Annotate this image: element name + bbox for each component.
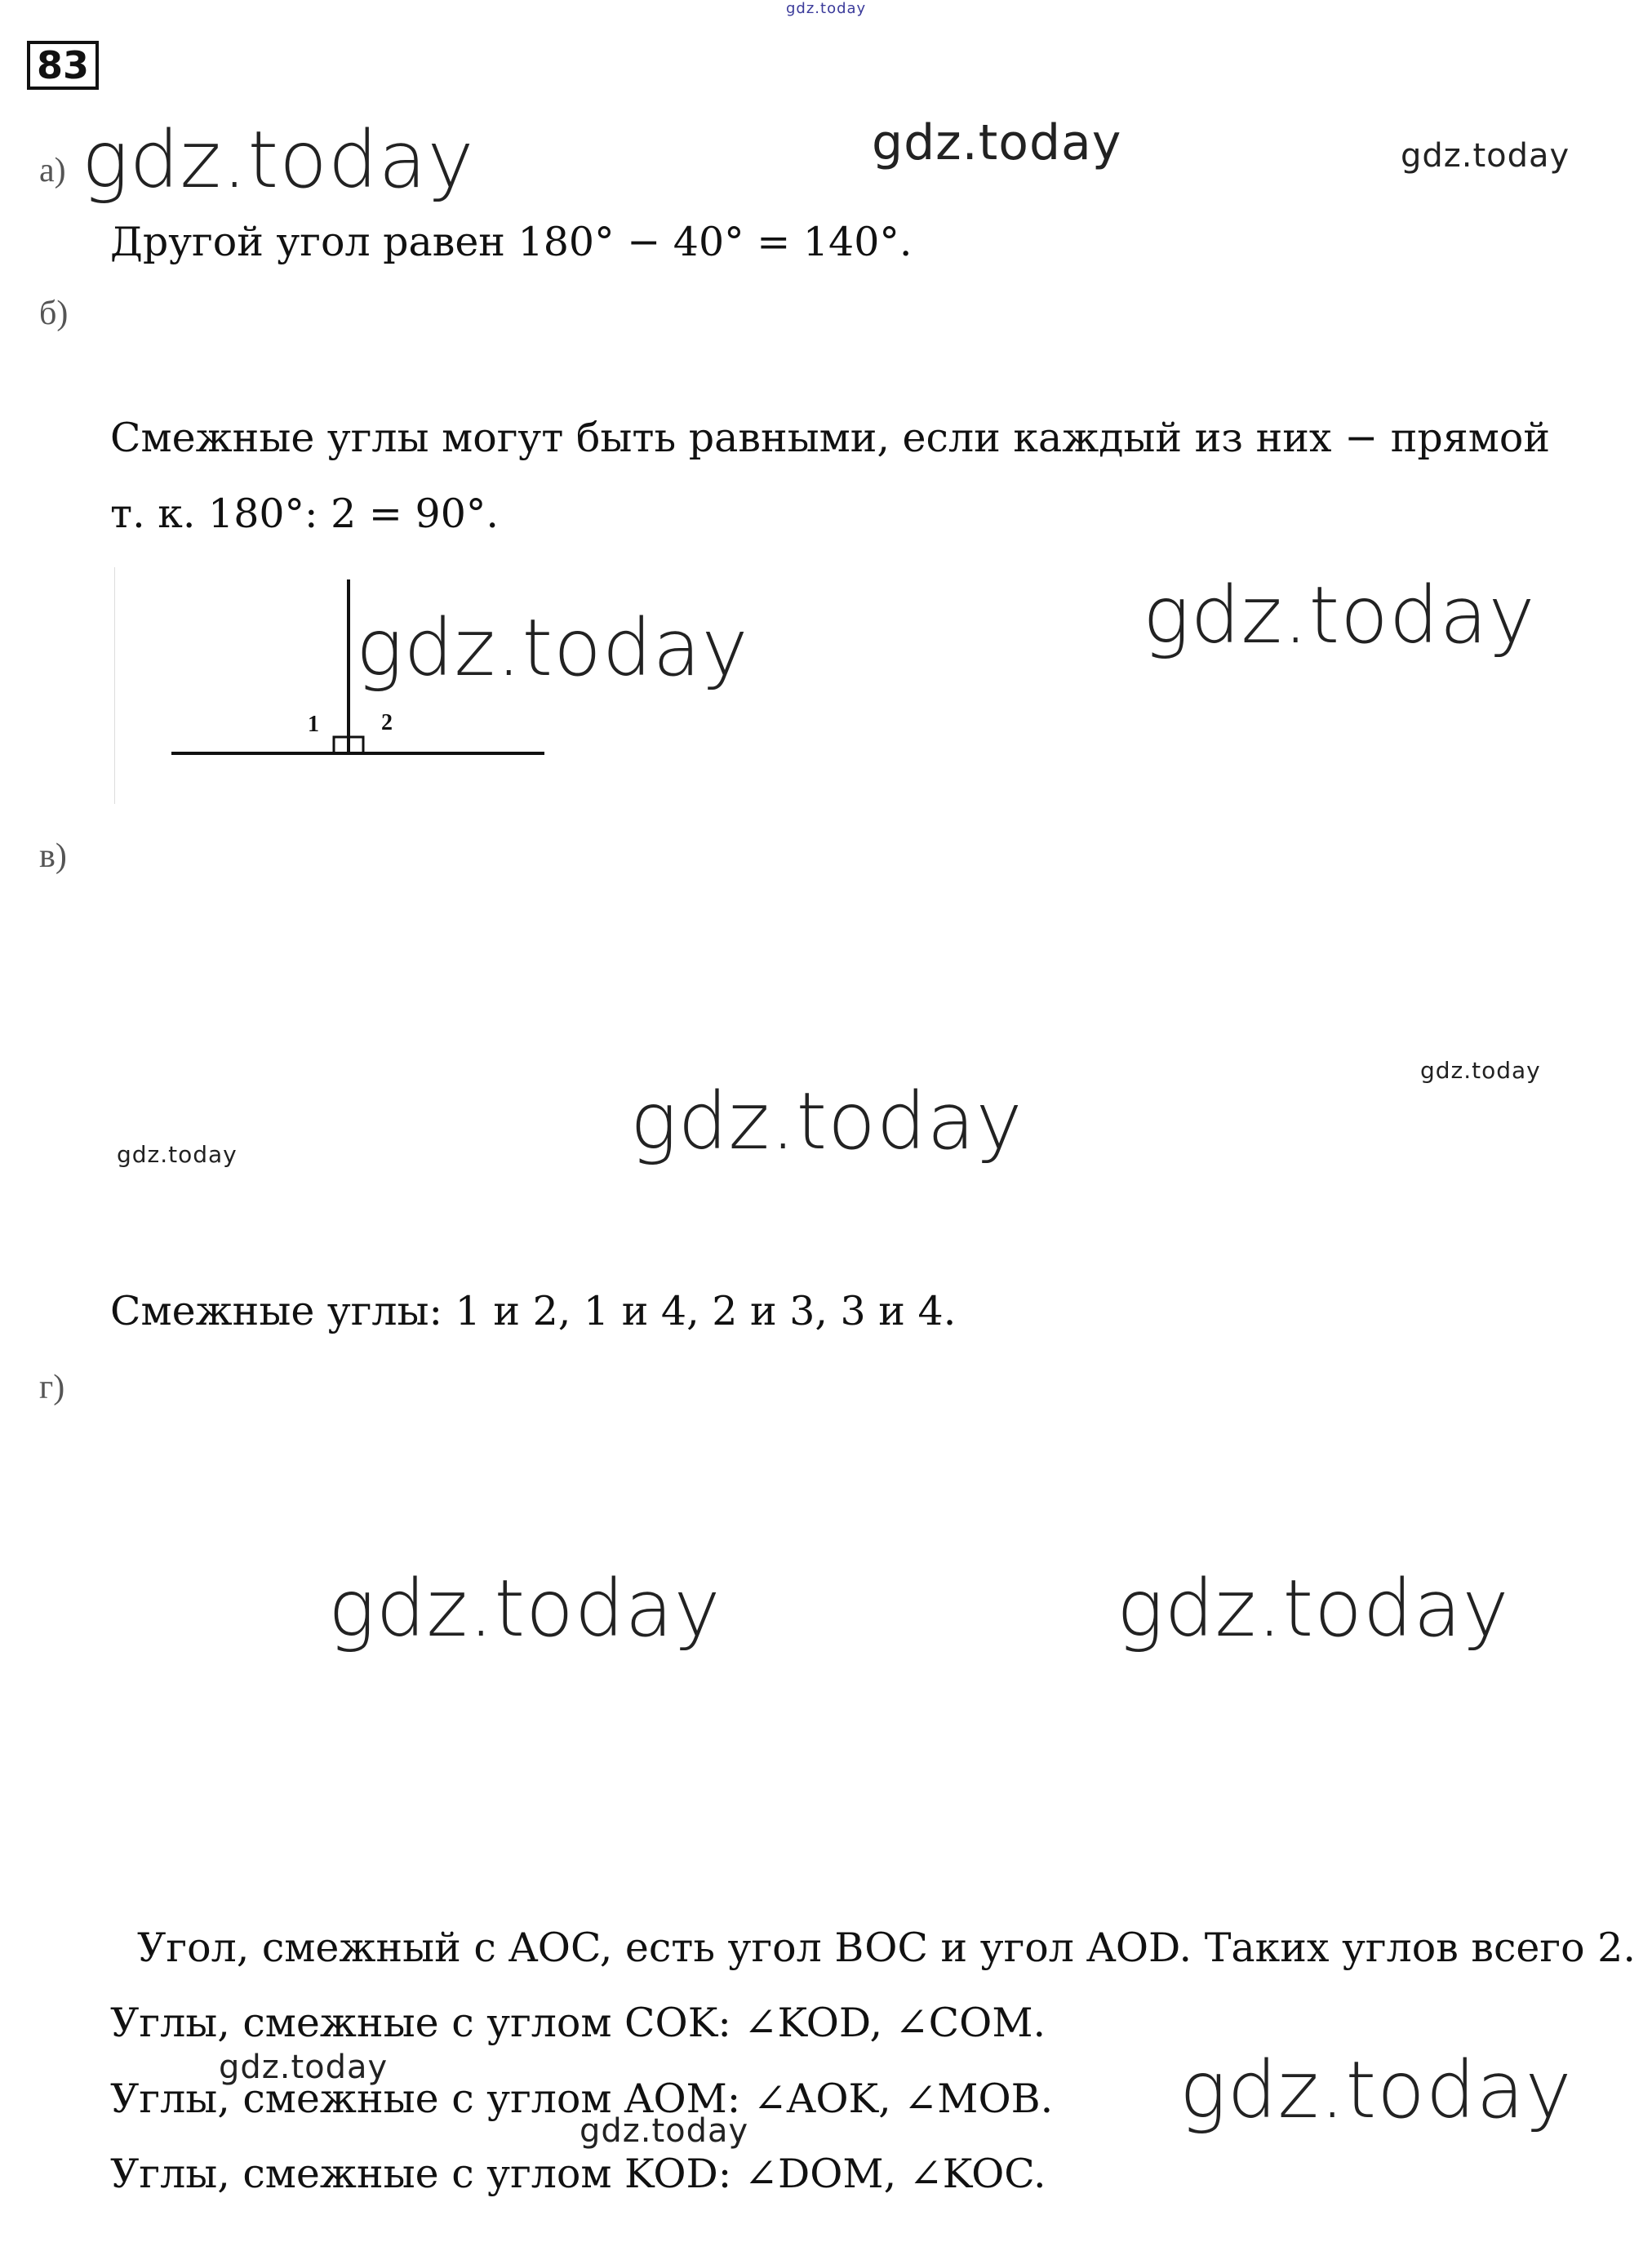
watermark-text: gdz.today <box>1179 2045 1573 2136</box>
watermark-text: gdz.today <box>328 1563 722 1654</box>
part-b-text-line2: т. к. 180°: 2 = 90°. <box>110 491 499 537</box>
part-g-line1: Угол, смежный с AOC, есть угол BOC и угол AOD. Таких углов всего 2. <box>137 1925 1636 1971</box>
right-angle-marker-left <box>334 737 349 753</box>
watermark-text: gdz.today <box>1401 137 1570 175</box>
part-a-marker: а) <box>39 152 66 189</box>
watermark-text: gdz.today <box>1420 1057 1541 1084</box>
part-b-marker: б) <box>39 295 69 332</box>
watermark-text: gdz.today <box>356 602 749 694</box>
angle-label-1: 1 <box>308 712 319 737</box>
watermark-text: gdz.today <box>82 114 475 206</box>
watermark-text: gdz.today <box>872 114 1122 171</box>
right-angle-marker-right <box>349 737 363 753</box>
watermark-text: gdz.today <box>786 0 867 17</box>
part-g-line3: Углы, смежные с углом AOM: ∠AOK, ∠MOB. <box>110 2076 1054 2122</box>
angle-label-2: 2 <box>381 710 393 735</box>
watermark-text: gdz.today <box>219 2049 389 2086</box>
watermark-text: gdz.today <box>580 2112 749 2150</box>
task-number: 83 <box>27 41 99 90</box>
part-g-marker: г) <box>39 1369 65 1406</box>
part-b-text-line1: Смежные углы могут быть равными, если каждый из них − прямой <box>110 415 1550 461</box>
watermark-text: gdz.today <box>1117 1563 1510 1654</box>
part-g-line4: Углы, смежные с углом KOD: ∠DOM, ∠KOC. <box>110 2151 1046 2197</box>
watermark-text: gdz.today <box>117 1141 238 1168</box>
watermark-text: gdz.today <box>1143 570 1536 661</box>
part-v-text: Смежные углы: 1 и 2, 1 и 4, 2 и 3, 3 и 4. <box>110 1288 957 1334</box>
part-g-line2: Углы, смежные с углом COK: ∠KOD, ∠COM. <box>110 2000 1046 2046</box>
watermark-text: gdz.today <box>630 1076 1024 1167</box>
part-a-text: Другой угол равен 180° − 40° = 140°. <box>110 219 913 265</box>
part-v-marker: в) <box>39 837 67 875</box>
